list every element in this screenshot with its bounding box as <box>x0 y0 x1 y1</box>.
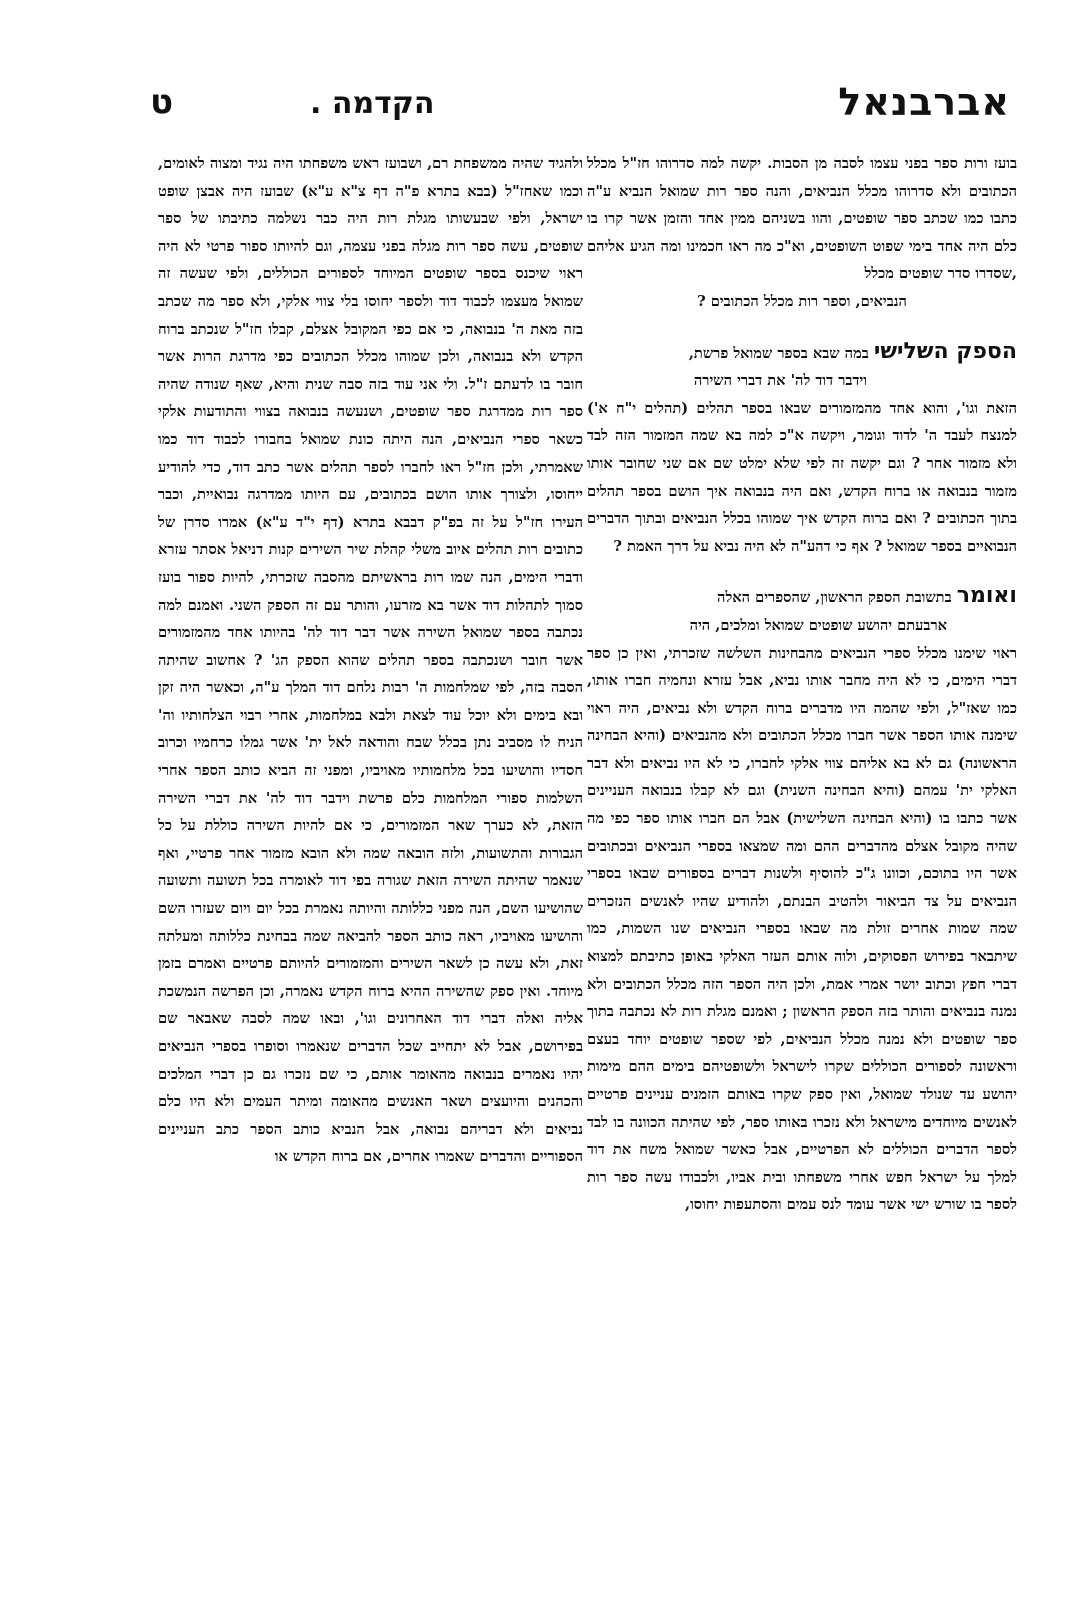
page-number: ט <box>150 82 174 122</box>
answer-rest: בתשובת הספק הראשון, שהספרים האלה <box>717 589 952 607</box>
running-title: אברבנאל <box>838 80 1010 124</box>
third-question-line2: וידבר דוד לה' את דברי השירה <box>693 372 867 390</box>
paragraph-1: בועז ורות ספר בפני עצמו לסבה מן הסבות. יקשה למה סדרוהו חז"ל מכלל הכתובים ולא סדרוהו מכלל הנביאים, והנה ספר רות שמואל הנביא ע"ה כתבו כמו שכתב ספר שופטים, והוו בשניהם ממין אחד והזמן אשר קרו בו כלם היה אחד בימי שפוט השופטים, וא"כ מה ראו חכמינו ומה הגיע אליהם ,שסדרו סדר שופטים מכלל <box>587 155 1017 283</box>
left-column <box>158 150 583 1171</box>
section-title: הקדמה . <box>310 86 435 121</box>
answer-body: ראוי שימנו מכלל ספרי הנביאים מהבחינות השלשה שזכרתי, ואין כן ספר דברי הימים, כי לא היה מחבר אותו נביא, אבל עזרא ונחמיה חברו אותו, כמו שאז"ל, ולפי שהמה היו מדברים ברוח הקדש ולא נביאים, היה ראוי שימנה אותו הספר אשר חברו מכלל הכתובים ולא מהנביאים (והיא הבחינה הראשונה) גם לא בא אליהם צווי אלקי לחברו, כי לא היו נביאים ולא דבר האלקי ית' עמהם (והיא הבחינה השנית) וגם לא קבלו בנבואה העניינים אשר כתבו בו (והיא הבחינה השלישית) אבל הם חברו אותו ספר כפי מה שהיה מקובל אצלם מהדברים ההם ומה שמצאו בספרי הנביאים ובכתובים אשר היו בתוכם, וכוונו ג"כ להוסיף ולשנות דברים בספורים שבאו בספרי הנביאים על צד הביאור ולהטיב הבנתם, ולהודיע שהיו לאנשים הנזכרים שמה שמות אחרים זולת מה שבאו בספרי הנביאים שנו השמות, כמו שיתבאר בפירוש הפסוקים, ולוה אותם העזר האלקי באופן כתיבתם למצוא דברי חפץ וכתוב יושר אמרי אמת, ולכן היה הספר הזה מכלל הכתובים ולא נמנה בנביאים והותר בזה הספק הראשון ; ואמנם מגלת רות לא נכתבה בתוך ספר שופטים ולא נמנה מכלל הנביאים, לפי שספר שופטים יוחד בעצם וראשונה לספורים הכוללים שקרו לישראל ולשופטיהם בימים ההם מימות יהושע עד שנולד שמואל, ואין ספק שקרו באותם הזמנים עניינים פרטיים לאנשים מיוחדים מישראל ולא נזכרו באותו ספר, לפי שהיתה הכוונה בו לבד לספר הדברים הכוללים לא הפרטיים, אבל כאשר שמואל משח את דוד למלך על ישראל חפש אחרי משפחתו ובית אביו, ולכבודו עשה ספר רות לספר בו שורש ישי אשר עומד לנס עמים והסתעפות יחוסו, <box>587 644 1017 1214</box>
third-question-body: הזאת וגו', והוא אחד מהמזמורים שבאו בספר תהלים (תהלים י"ח א') למנצח לעבד ה' לדוד וגומר, ויקשה א"כ למה בא שמה המזמור הזה לבד ולא מזמור אחר ? וגם יקשה זה לפי שלא ימלט שם אם שני שחובר אותו מזמור בנבואה או ברוח הקדש, ואם היה בנבואה איך הושם בספר תהלים בתוך הכתובים ? ואם ברוח הקדש איך שמוהו בכלל הנביאים ובתוך הדברים הנבואיים בספר שמואל ? אף כי דהע"ה לא היה נביא על דרך האמת ? <box>587 399 1017 555</box>
page-header <box>150 80 1010 130</box>
answer-heading <box>587 582 1017 612</box>
third-question-rest: במה שבא בספר שמואל פרשת, <box>688 344 869 362</box>
paragraph-1-end: הנביאים, וספר רות מכלל הכתובים ? <box>697 292 907 310</box>
right-column <box>587 150 1017 1219</box>
left-column-body: ולהגיד שהיה ממשפחת רם, ושבועז ראש משפחתו היה נגיד ומצוה לאומים, וכמו שאחז"ל (בבא בתרא פ"ה דף צ"א ע"א) שבועז היה אבצן שופט ישראל, ולפי שבעשותו מגלת רות היה כבר נשלמה כתיבתו של ספר שופטים, עשה ספר רות מגלה בפני עצמה, וגם להיותו ספור פרטי לא היה ראוי שיכנס בספר שופטים המיוחד לספורים הכוללים, ולפי שעשה זה שמואל מעצמו לכבוד דוד ולספר יחוסו בלי צווי אלקי, ולא ספר מה שכתב בזה מאת ה' בנבואה, כי אם כפי המקובל אצלם, קבלו חז"ל שנכתב ברוח הקדש ולא בנבואה, ולכן שמוהו מכלל הכתובים כפי מדרגת הרות אשר חובר בו לדעתם ז"ל. ולי אני עוד בזה סבה שנית והיא, שאף שנודה שהיה ספר רות ממדרגת ספר שופטים, ושנעשה בנבואה בצווי והתודעות אלקי כשאר ספרי הנביאים, הנה היתה כונת שמואל בחבורו לכבוד דוד כמו שאמרתי, ולכן חז"ל ראו לחברו לספר תהלים אשר כתב דוד, כדי להודיע ייחוסו, ולצורך אותו הושם בכתובים, עם היותו ממדרגה נבואיית, וכבר העירו חז"ל על זה בפ"ק דבבא בתרא (דף י"ד ע"א) אמרו סדרן של כתובים רות תהלים איוב משלי קהלת שיר השירים קנות דניאל אסתר עזרא ודברי הימים, הנה שמו רות בראשיתם מהסבה שזכרתי, להיות ספור בועז סמוך לתהלות דוד אשר בא מזרעו, והותר עם זה הספק השני. ואמנם למה נכתבה בספר שמואל השירה אשר דבר דוד לה' בהיותו אחד מהמזמורים אשר חובר ושנכתבה בספר תהלים שהוא הספק הג' ? אחשוב שהיתה הסבה בזה, לפי שמלחמות ה' רבות נלחם דוד המלך ע"ה, וכאשר היה זקן ובא בימים ולא יוכל עוד לצאת ולבא במלחמות, אחרי רבוי הצלחותיו וה' הניח לו מסביב נתן בכלל שבח והודאה לאל ית' אשר גמלו כרחמיו וכרוב חסדיו והושיעו בכל מלחמותיו מאויביו, ומפני זה הביא כותב הספר אחרי השלמות ספורי המלחמות כלם פרשת וידבר דוד לה' את דברי השירה הזאת, לא כערך שאר המזמורים, כי אם להיות השירה כוללת על כל הגבורות והתשועות, ולזה הובאה שמה ולא הובא מזמור אחר פרטיי, ואף שנאמר שהיתה השירה הזאת שגורה בפי דוד לאומרה בכל תשועה ותשועה שהושיעו השם, הנה מפני כללותה והיותה נאמרת בכל יום ויום שעזרו השם והושיעו מאויביו, ראה כותב הספר להביאה שמה בבחינת כללותה ומעלתה זאת, ולא עשה כן לשאר השירים והמזמורים להיותם פרטיים ואמרם בזמן מיוחד. ואין ספק שהשירה ההיא ברוח הקדש נאמרה, וכן הפרשה הנמשכת אליה ואלה דברי דוד האחרונים וגו', ובאו שמה לסבה שאבאר שם בפירושם, אבל לא יתחייב שכל הדברים שנאמרו וסופרו בספרי הנביאים יהיו נאמרים בנבואה מהאומר אותם, כי שם נזכרו גם כן דברי המלכים והכהנים והיועצים ושאר האנשים מהאומה ומיתר העמים ולא היו כלם נביאים ולא דבריהם נבואה, אבל הנביא כותב הספר כתב העניינים הספוריים והדברים שאמרו אחרים, אם ברוח הקדש או <box>158 155 583 1166</box>
third-question-heading <box>587 338 1017 368</box>
answer-line2: ארבעתם יהושע שופטים שמואל ומלכים, היה <box>689 616 947 634</box>
answer-lead: ואומר <box>956 583 1017 609</box>
third-question-lead: הספק השלישי <box>873 338 1017 364</box>
